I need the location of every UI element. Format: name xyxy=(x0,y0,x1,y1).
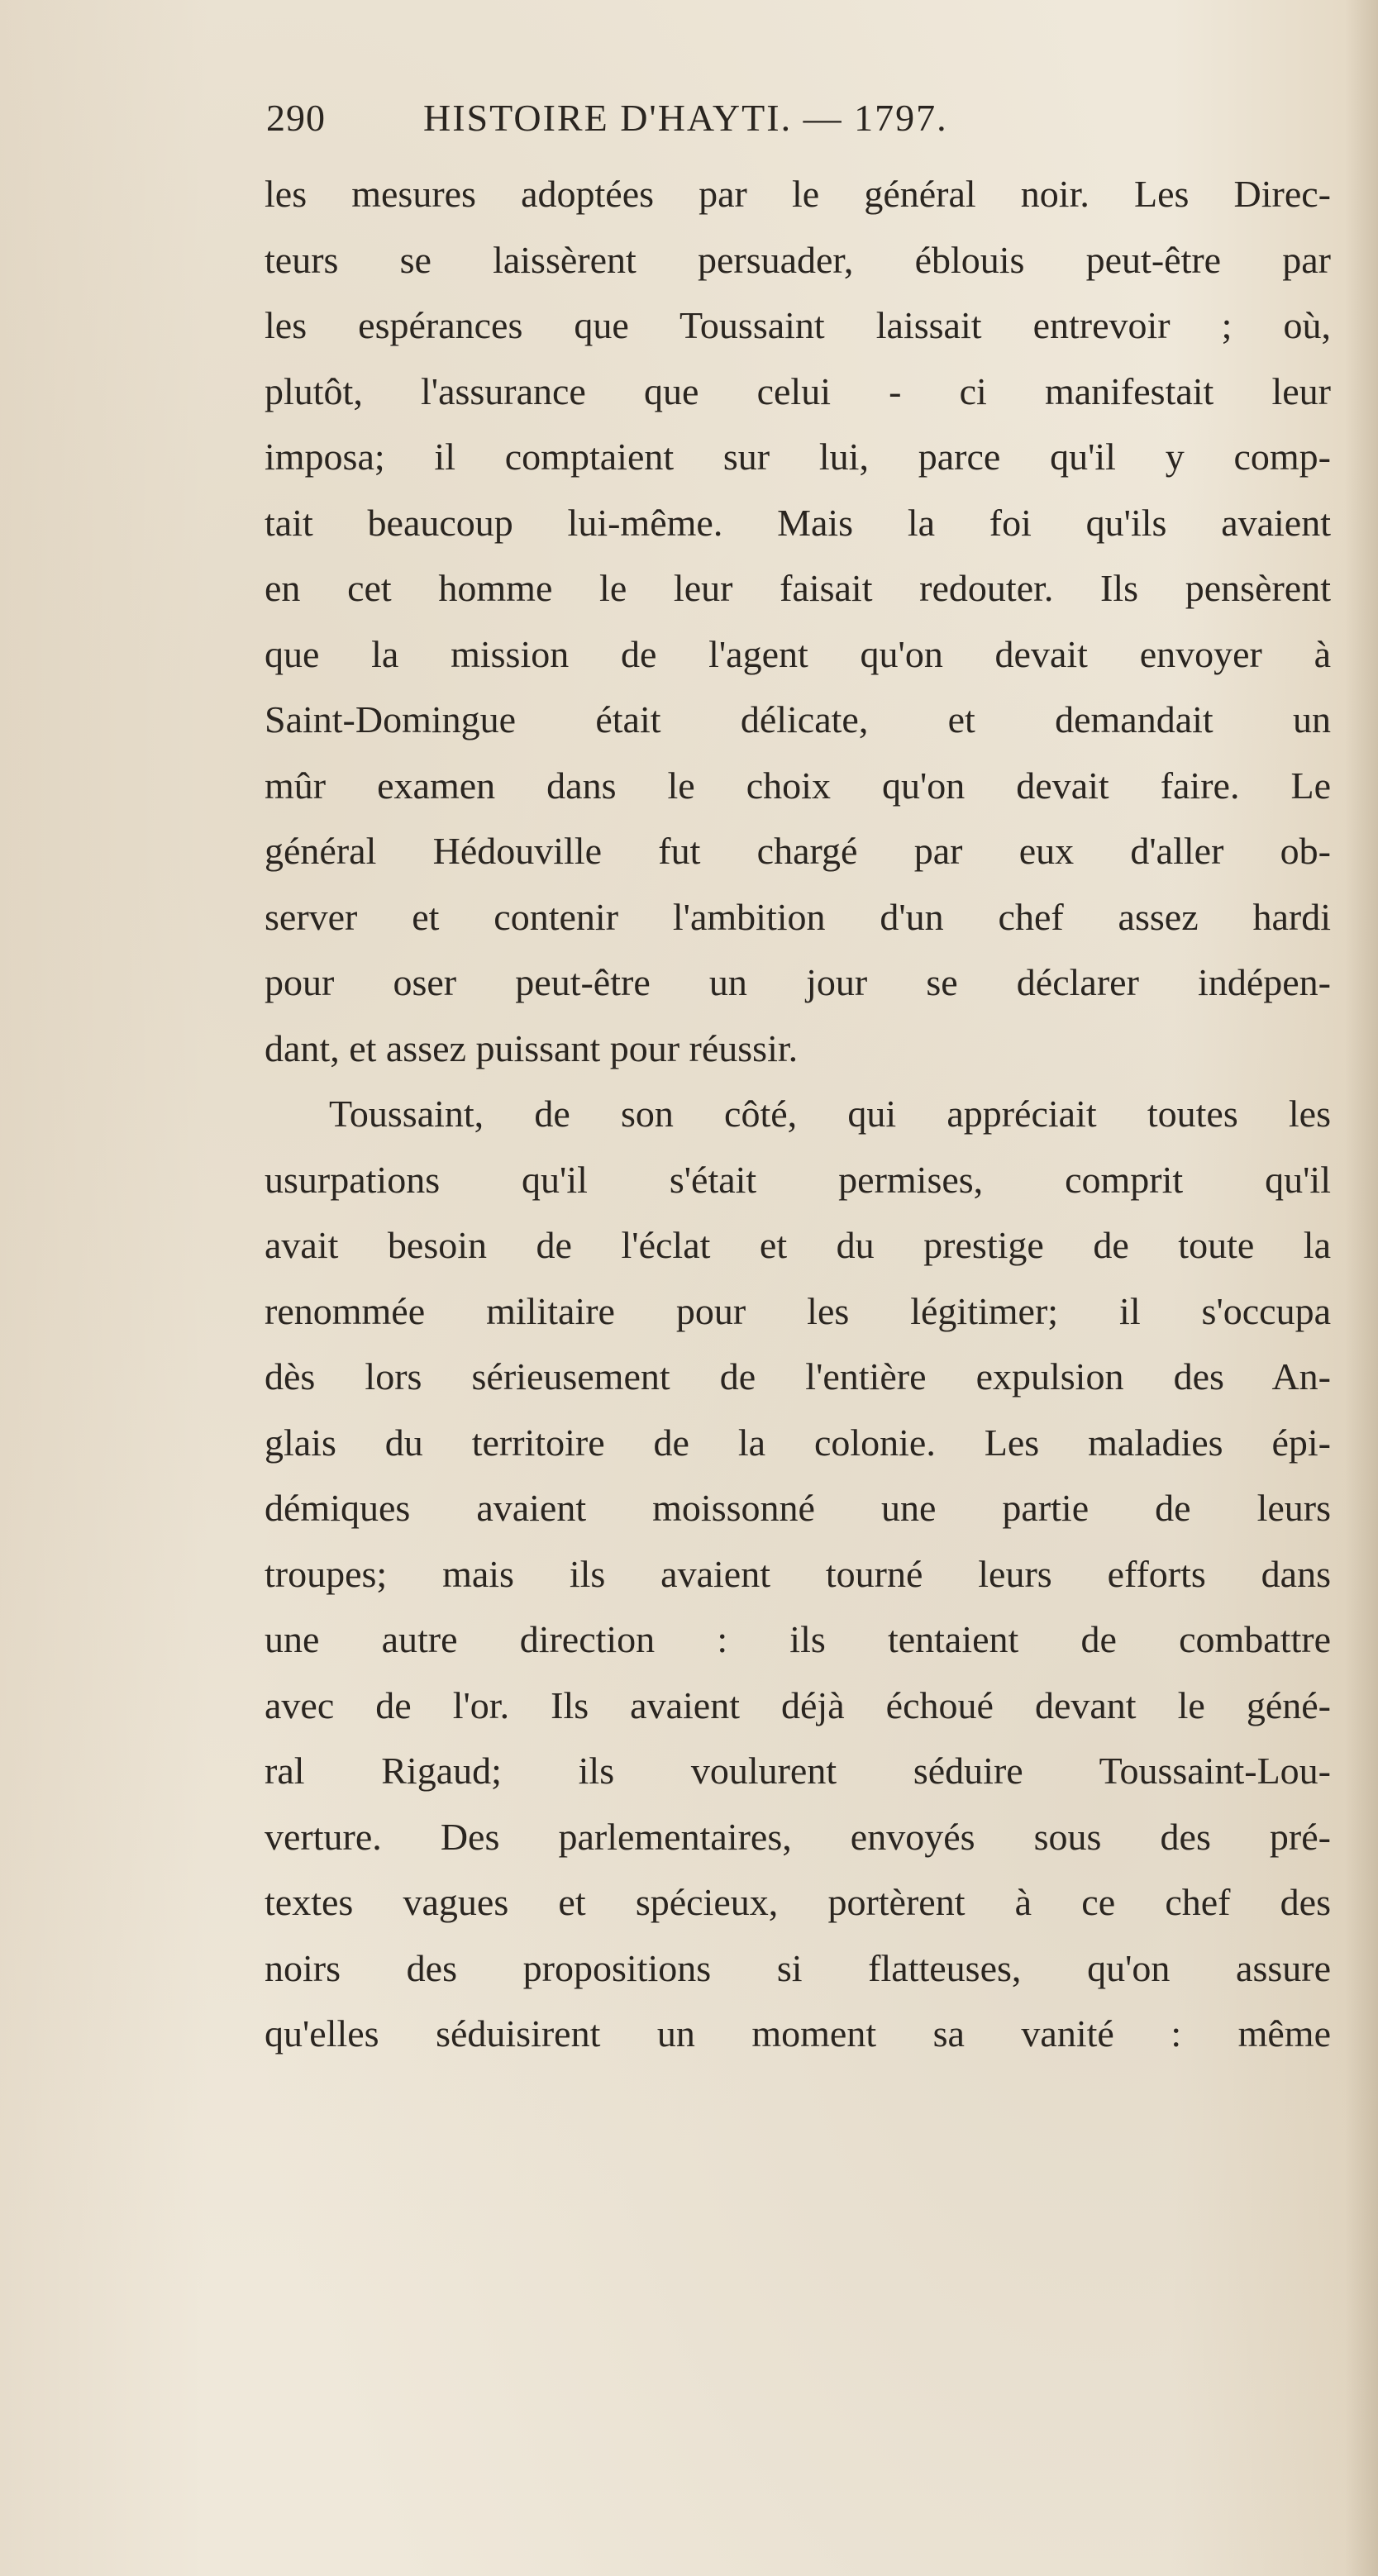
text-line: troupes; mais ils avaient tourné leurs efforts dans xyxy=(265,1552,1331,1595)
text-line: ral Rigaud; ils voulurent séduire Toussaint-Lou- xyxy=(265,1750,1331,1792)
text-line: tait beaucoup lui-même. Mais la foi qu'ils avaient xyxy=(265,501,1331,544)
text-line: démiques avaient moissonné une partie de leurs xyxy=(265,1487,1331,1529)
text-line: qu'elles séduisirent un moment sa vanité : même xyxy=(265,2012,1331,2055)
text-line: noirs des propositions si flatteuses, qu'on assure xyxy=(265,1946,1331,1989)
text-line: renommée militaire pour les légitimer; il s'occupa xyxy=(265,1289,1331,1332)
body-text xyxy=(265,161,1331,2067)
text-line: en cet homme le leur faisait redouter. Ils pensèrent xyxy=(265,567,1331,609)
text-line: imposa; il comptaient sur lui, parce qu'il y comp- xyxy=(265,436,1331,478)
text-line: dant, et assez puissant pour réussir. xyxy=(265,1026,799,1069)
text-line: les mesures adoptées par le général noir. Les Direc- xyxy=(265,173,1331,215)
text-line: teurs se laissèrent persuader, éblouis peut-être par xyxy=(265,238,1331,281)
page-header xyxy=(266,96,1184,145)
text-line: Toussaint, de son côté, qui appréciait toutes les xyxy=(329,1093,1331,1135)
text-line: avec de l'or. Ils avaient déjà échoué devant le géné- xyxy=(265,1683,1331,1726)
text-line: textes vagues et spécieux, portèrent à ce chef des xyxy=(265,1881,1331,1923)
text-line: server et contenir l'ambition d'un chef assez hardi xyxy=(265,895,1331,938)
page-edge-shadow xyxy=(1345,0,1378,2576)
text-line: dès lors sérieusement de l'entière expulsion des An- xyxy=(265,1355,1331,1398)
text-line: les espérances que Toussaint laissait entrevoir ; où, xyxy=(265,304,1331,346)
text-line: pour oser peut-être un jour se déclarer indépen- xyxy=(265,961,1331,1003)
text-line: que la mission de l'agent qu'on devait envoyer à xyxy=(265,632,1331,675)
text-line: général Hédouville fut chargé par eux d'aller ob- xyxy=(265,830,1331,872)
text-line: Saint-Domingue était délicate, et demandait un xyxy=(265,698,1331,740)
text-line: usurpations qu'il s'était permises, comprit qu'il xyxy=(265,1158,1331,1201)
text-line: avait besoin de l'éclat et du prestige de toute la xyxy=(265,1224,1331,1266)
text-line: mûr examen dans le choix qu'on devait faire. Le xyxy=(265,764,1331,807)
text-line: une autre direction : ils tentaient de combattre xyxy=(265,1618,1331,1660)
running-title: HISTOIRE D'HAYTI. — 1797. xyxy=(423,97,948,139)
text-line: glais du territoire de la colonie. Les maladies épi- xyxy=(265,1421,1331,1464)
text-line: verture. Des parlementaires, envoyés sous des pré- xyxy=(265,1815,1331,1858)
text-line: plutôt, l'assurance que celui - ci manifestait leur xyxy=(265,369,1331,412)
page-number: 290 xyxy=(266,97,326,139)
